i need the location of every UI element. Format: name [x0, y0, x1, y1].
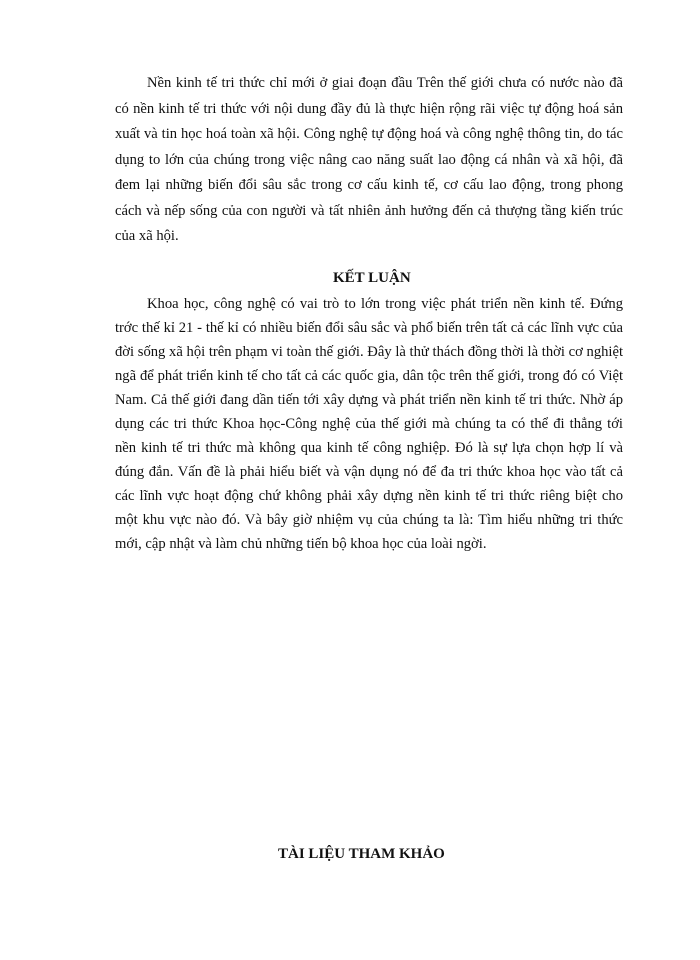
intro-paragraph: Nền kinh tế tri thức chỉ mới ở giai đoạn đầu Trên thế giới chưa có nước nào đã có nền kinh tế tri thức với nội dung đầy đủ là thực hiện rộng rãi việc tự động hoá sản xuất và tin học hoá toàn xã hội. Công nghệ tự động hoá và công nghệ thông tin, do tác dụng to lớn của chúng trong việc nâng cao năng suất lao động cá nhân và xã hội, đã đem lại những biến đổi sâu sắc trong cơ cấu kinh tế, cơ cấu lao động, trong phong cách và nếp sống của con người và tất nhiên ảnh hưởng đến cả thượng tầng kiến trúc của xã hội. — [115, 75, 623, 244]
references-heading: TÀI LIỆU THAM KHẢO — [278, 846, 445, 862]
conclusion-paragraph: Khoa học, công nghệ có vai trò to lớn trong việc phát triển nền kinh tế. Đứng trớc thế kỉ 21 - thế kỉ có nhiều biến đổi sâu sắc và phổ biến trên tất cả các lĩnh vực của đời sống xã hội trên phạm vi toàn thế giới. Đây là thử thách đồng thời là thời cơ nghiệt ngã để phát triển kinh tế cho tất cả các quốc gia, dân tộc trên thế giới, trong đó có Việt Nam. Cả thế giới đang dần tiến tới xây dựng và phát triển nền kinh tế tri thức. Nhờ áp dụng các tri thức Khoa học-Công nghệ của thế giới mà chúng ta có thể đi thẳng tới nền kinh tế tri thức mà không qua kinh tế công nghiệp. Đó là sự lựa chọn hợp lí và đúng đắn. Vấn đề là phải hiểu biết và vận dụng nó để đa tri thức khoa học vào tất cả các lĩnh vực hoạt động chứ không phải xây dựng nền kinh tế tri thức riêng biệt cho một khu vực nào đó. Và bây giờ nhiệm vụ của chúng ta là: Tìm hiểu những tri thức mới, cập nhật và làm chủ những tiến bộ khoa học của loài ngời. — [115, 296, 623, 552]
conclusion-heading: KẾT LUẬN — [333, 270, 411, 286]
